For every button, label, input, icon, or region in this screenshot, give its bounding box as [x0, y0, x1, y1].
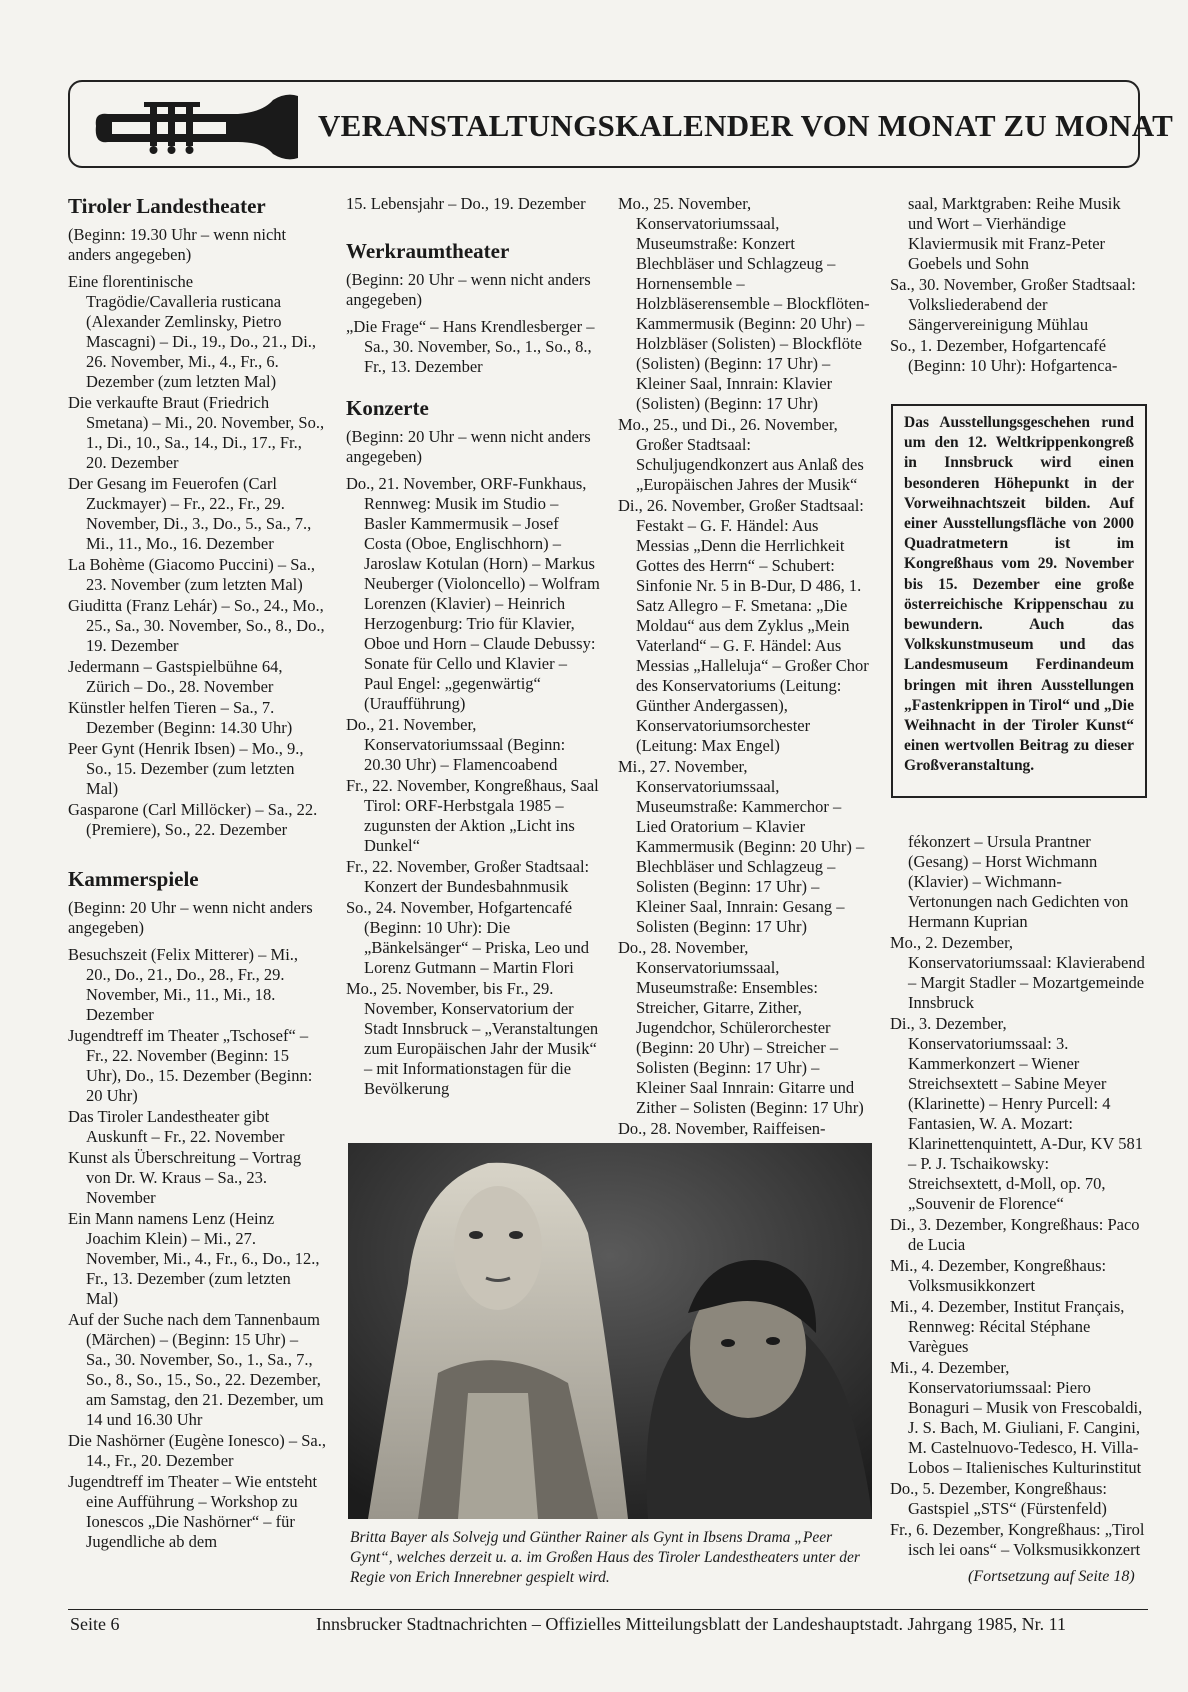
list-item: fékonzert – Ursula Prantner (Gesang) – Horst Wichmann (Klavier) – Wichmann-Vertonungen nach Gedichten von Hermann Kuprian	[908, 832, 1129, 931]
list-item: Di., 3. Dezember, Kongreßhaus: Paco de Lucia	[890, 1215, 1140, 1254]
werkraum-heading: Werkraumtheater	[346, 239, 510, 263]
list-item: Jugendtreff im Theater – Wie entsteht eine Aufführung – Workshop zu Ionescos „Die Nashörner“ – für Jugendliche ab dem	[68, 1472, 318, 1551]
list-item: Fr., 6. Dezember, Kongreßhaus: „Tirol isch lei oans“ – Volksmusikkonzert	[890, 1520, 1145, 1559]
list-item: Auf der Suche nach dem Tannenbaum (Märchen) – (Beginn: 15 Uhr) – Sa., 30. November, So., 1., Sa., 7., So., 8., So., 15., So., 22. Dezember, am Samstag, den 21. Dezember, um 14 und 16.30 Uhr	[68, 1310, 324, 1429]
list-item: Do., 21. November, ORF-Funkhaus, Rennweg: Musik im Studio – Basler Kammermusik – Josef Costa (Oboe, Englischhorn) – Jaroslaw Kotulan (Horn) – Markus Neuberger (Violoncello) – Wolfram Lorenzen (Klavier) – Heinrich Herzogenburg: Trio für Klavier, Oboe und Horn – Claude Debussy: Sonate für Cello und Klavier – Paul Engel: „gegenwärtig“ (Uraufführung)	[346, 474, 600, 713]
page-header	[68, 80, 1174, 168]
list-item: „Die Frage“ – Hans Krendlesberger – Sa., 30. November, So., 1., So., 8., Fr., 13. Dezember	[346, 317, 595, 376]
list-item: Giuditta (Franz Lehár) – So., 24., Mo., 25., Sa., 30. November, So., 8., Do., 19. Dezember	[68, 596, 325, 655]
list-item: Mi., 4. Dezember, Institut Français, Rennweg: Récital Stéphane Varègues	[890, 1297, 1125, 1356]
page-number: Seite 6	[70, 1614, 120, 1634]
continued-note: (Fortsetzung auf Seite 18)	[968, 1568, 1135, 1585]
column-2	[346, 194, 600, 1100]
list-item: Di., 26. November, Großer Stadtsaal: Festakt – G. F. Händel: Aus Messias „Denn die Herrlichkeit Gottes des Herrn“ – Schubert: Sinfonie Nr. 5 in B-Dur, D 486, 1. Satz Allegro – F. Smetana: „Die Moldau“ aus dem Zyklus „Mein Vaterland“ – G. F. Händel: Aus Messias „Halleluja“ – Großer Chor des Konservatoriums (Leitung: Günther Andergassen), Konservatoriumsorchester (Leitung: Max Engel)	[618, 496, 869, 755]
column-4-top	[890, 194, 1146, 377]
list-item: So., 24. November, Hofgartencafé (Beginn: 10 Uhr): Die „Bänkelsänger“ – Priska, Leo und Lorenz Gutmann – Martin Flori	[346, 898, 589, 977]
list-item: Do., 5. Dezember, Kongreßhaus: Gastspiel „STS“ (Fürstenfeld)	[890, 1479, 1107, 1518]
list-item: Die verkaufte Braut (Friedrich Smetana) – Mi., 20. November, So., 1., Di., 10., Sa., 14., Di., 17., Fr., 20. Dezember	[68, 393, 325, 472]
werkraum-subtitle: (Beginn: 20 Uhr – wenn nicht anders angegeben)	[346, 270, 591, 309]
trumpet-icon	[88, 92, 308, 162]
list-item: Ein Mann namens Lenz (Heinz Joachim Klein) – Mi., 27. November, Mi., 4., Fr., 6., Do., 12., Fr., 13. Dezember (zum letzten Mal)	[68, 1209, 320, 1308]
list-item: Jedermann – Gastspielbühne 64, Zürich – Do., 28. November	[68, 657, 283, 696]
list-item: Mi., 4. Dezember, Konservatoriumssaal: Piero Bonaguri – Musik von Frescobaldi, J. S. Bach, M. Giuliani, F. Cangini, M. Castelnuovo-Tedesco, H. Villa-Lobos – Italienisches Kulturinstitut	[890, 1358, 1143, 1477]
continued-entry: 15. Lebensjahr – Do., 19. Dezember	[346, 194, 586, 213]
footer-divider	[68, 1609, 1148, 1610]
list-item: Mo., 25. November, Konservatoriumssaal, Museumstraße: Konzert Blechbläser und Schlagzeug – Hornensemble – Holzbläserensemble – Blockflöten-Kammermusik (Beginn: 20 Uhr) – Holzbläser (Solisten) – Blockflöte (Solisten) (Beginn: 17 Uhr) – Kleiner Saal, Innrain: Klavier (Solisten) (Beginn: 17 Uhr)	[618, 194, 870, 413]
list-item: Der Gesang im Feuerofen (Carl Zuckmayer) – Fr., 22., Fr., 29. November, Di., 3., Do., 5., Sa., 7., Mi., 11., Mo., 16. Dezember	[68, 474, 312, 553]
list-item: Peer Gynt (Henrik Ibsen) – Mo., 9., So., 15. Dezember (zum letzten Mal)	[68, 739, 304, 798]
theater-photo	[348, 1143, 872, 1519]
list-item: Sa., 30. November, Großer Stadtsaal: Volksliederabend der Sängervereinigung Mühlau	[890, 275, 1136, 334]
list-item: Künstler helfen Tieren – Sa., 7. Dezember (Beginn: 14.30 Uhr)	[68, 698, 293, 737]
landestheater-subtitle: (Beginn: 19.30 Uhr – wenn nicht anders angegeben)	[68, 225, 287, 264]
column-3	[618, 194, 872, 1140]
list-item: Kunst als Überschreitung – Vortrag von Dr. W. Kraus – Sa., 23. November	[68, 1148, 302, 1207]
list-item: Do., 21. November, Konservatoriumssaal (Beginn: 20.30 Uhr) – Flamencoabend	[346, 715, 566, 774]
kammerspiele-heading: Kammerspiele	[68, 867, 199, 891]
list-item: Besuchszeit (Felix Mitterer) – Mi., 20., Do., 21., Do., 28., Fr., 29. November, Mi., 11., Mi., 18. Dezember	[68, 945, 299, 1024]
list-item: La Bohème (Giacomo Puccini) – Sa., 23. November (zum letzten Mal)	[68, 555, 315, 594]
list-item: Mi., 4. Dezember, Kongreßhaus: Volksmusikkonzert	[890, 1256, 1107, 1295]
list-item: saal, Marktgraben: Reihe Musik und Wort – Vierhändige Klaviermusik mit Franz-Peter Goebels und Sohn	[908, 194, 1121, 273]
konzerte-heading: Konzerte	[346, 396, 429, 420]
list-item: Mi., 27. November, Konservatoriumssaal, Museumstraße: Kammerchor – Lied Oratorium – Klavier Kammermusik (Beginn: 20 Uhr) – Blechbläser und Schlagzeug – Solisten (Beginn: 17 Uhr) – Kleiner Saal, Innrain: Gesang – Solisten (Beginn: 17 Uhr)	[618, 757, 865, 936]
list-item: Mo., 25. November, bis Fr., 29. November, Konservatorium der Stadt Innsbruck – „Veranstaltungen zum Europäischen Jahr der Musik“ – mit Informationstagen für die Bevölkerung	[346, 979, 599, 1098]
list-item: Do., 28. November, Konservatoriumssaal, Museumstraße: Ensembles: Streicher, Gitarre, Zither, Jugendchor, Schülerorchester (Beginn: 20 Uhr) – Streicher – Solisten (Beginn: 17 Uhr) – Kleiner Saal Innrain: Gitarre und Zither – Solisten (Beginn: 17 Uhr)	[618, 938, 864, 1117]
exhibition-notice-box	[891, 404, 1147, 798]
photo-caption: Britta Bayer als Solvejg und Günther Rainer als Gynt in Ibsens Drama „Peer Gynt“, welches derzeit u. a. im Großen Haus des Tiroler Landestheaters unter der Regie von Erich Innerebner gespielt wird.	[350, 1529, 860, 1586]
exhibition-notice-text: Das Ausstellungsgeschehen rund um den 12. Weltkrippenkongreß in Innsbruck wird einen besonderen Höhepunkt in der Vorweihnachtszeit bilden. Auf einer Ausstellungsfläche von 2000 Quadratmetern ist im Kongreßhaus vom 29. November bis 15. Dezember eine große österreichische Krippenschau zu bewundern. Auch das Volkskunstmuseum und das Landesmuseum Ferdinandeum bringen mit ihren Ausstellungen „Fastenkrippen in Tirol“ und „Die Weihnacht in der Tiroler Kunst“ einen wertvollen Beitrag zu dieser Großveranstaltung.	[904, 414, 1134, 775]
list-item: Mo., 25., und Di., 26. November, Großer Stadtsaal: Schuljugendkonzert aus Anlaß des „Europäischen Jahres der Musik“	[618, 415, 864, 494]
list-item: Di., 3. Dezember, Konservatoriumssaal: 3. Kammerkonzert – Wiener Streichsextett – Sabine Meyer (Klarinette) – Henry Purcell: 4 Fantasien, W. A. Mozart: Klarinettenquintett, A-Dur, KV 581 – P. J. Tschaikowsky: Streichsextett, d-Moll, op. 70, „Souvenir de Florence“	[890, 1014, 1144, 1213]
list-item: Fr., 22. November, Kongreßhaus, Saal Tirol: ORF-Herbstgala 1985 – zugunsten der Aktion „Licht ins Dunkel“	[346, 776, 599, 855]
theater-photo-illustration	[348, 1143, 872, 1519]
list-item: Fr., 22. November, Großer Stadtsaal: Konzert der Bundesbahnmusik	[346, 857, 590, 896]
list-item: Gasparone (Carl Millöcker) – Sa., 22. (Premiere), So., 22. Dezember	[68, 800, 318, 839]
publication-line: Innsbrucker Stadtnachrichten – Offizielles Mitteilungsblatt der Landeshauptstadt. Jahrgang 1985, Nr. 11	[316, 1614, 1066, 1634]
list-item: Mo., 2. Dezember, Konservatoriumssaal: Klavierabend – Margit Stadler – Mozartgemeinde Innsbruck	[890, 933, 1145, 1012]
list-item: So., 1. Dezember, Hofgartencafé (Beginn: 10 Uhr): Hofgartenca-	[890, 336, 1118, 375]
list-item: Jugendtreff im Theater „Tschosef“ – Fr., 22. November (Beginn: 15 Uhr), Do., 15. Dezember (Beginn: 20 Uhr)	[68, 1026, 313, 1105]
page-title: VERANSTALTUNGSKALENDER VON MONAT ZU MONAT	[318, 108, 1174, 143]
list-item: Das Tiroler Landestheater gibt Auskunft – Fr., 22. November	[68, 1107, 285, 1146]
konzerte-subtitle: (Beginn: 20 Uhr – wenn nicht anders angegeben)	[346, 427, 591, 466]
list-item: Do., 28. November, Raiffeisen-	[618, 1119, 826, 1138]
landestheater-heading: Tiroler Landestheater	[68, 194, 266, 218]
list-item: Die Nashörner (Eugène Ionesco) – Sa., 14., Fr., 20. Dezember	[68, 1431, 326, 1470]
kammerspiele-subtitle: (Beginn: 20 Uhr – wenn nicht anders angegeben)	[68, 898, 313, 937]
column-1	[68, 194, 326, 1553]
list-item: Eine florentinische Tragödie/Cavalleria rusticana (Alexander Zemlinsky, Pietro Mascagni) – Di., 19., Do., 21., Di., 26. November, Mi., 4., Fr., 6. Dezember (zum letzten Mal)	[68, 272, 317, 391]
column-4-bottom	[890, 832, 1146, 1561]
